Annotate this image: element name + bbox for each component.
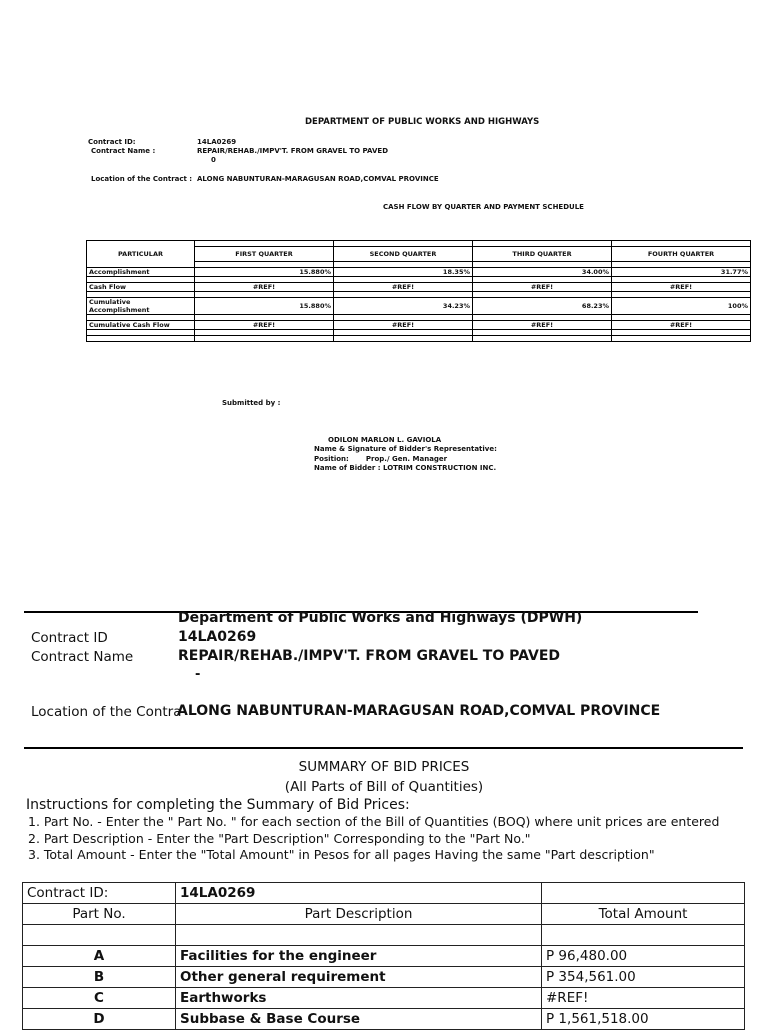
- dept-title: DEPARTMENT OF PUBLIC WORKS AND HIGHWAYS: [305, 117, 540, 127]
- summary-location-label: Location of the Contra: [31, 704, 182, 720]
- table-row: [87, 268, 751, 277]
- total-amount: P 1,561,518.00: [542, 1009, 745, 1030]
- cell-value: 68.23%: [473, 298, 612, 315]
- table-row: [23, 904, 745, 925]
- cell-value: 15.880%: [195, 298, 334, 315]
- location-value: ALONG NABUNTURAN-MARAGUSAN ROAD,COMVAL PROVINCE: [197, 175, 439, 183]
- cell-value: #REF!: [473, 321, 612, 330]
- quarter-header: SECOND QUARTER: [334, 247, 473, 262]
- part-description: Facilities for the engineer: [176, 946, 542, 967]
- table-row: [23, 988, 745, 1009]
- part-no: D: [23, 1009, 176, 1030]
- bid-summary-table: [22, 882, 745, 1030]
- cell-value: #REF!: [334, 321, 473, 330]
- cell-value: #REF!: [612, 283, 751, 292]
- table-row: [87, 298, 751, 315]
- part-description: Earthworks: [176, 988, 542, 1009]
- instruction-line: 3. Total Amount - Enter the "Total Amount" in Pesos for all pages Having the same "Part description": [28, 847, 655, 862]
- table-row: [23, 967, 745, 988]
- summary-contract-name-label: Contract Name: [31, 649, 134, 665]
- cell-value: #REF!: [195, 283, 334, 292]
- cell-value: #REF!: [612, 321, 751, 330]
- summary-contract-id-label: Contract ID: [31, 630, 108, 646]
- summary-contract-id: 14LA0269: [178, 629, 257, 645]
- contract-id-label: Contract ID:: [88, 138, 136, 146]
- quarter-header: FIRST QUARTER: [195, 247, 334, 262]
- cell-value: #REF!: [195, 321, 334, 330]
- contract-id-value: 14LA0269: [197, 138, 237, 146]
- quarter-header: THIRD QUARTER: [473, 247, 612, 262]
- cell-value: #REF!: [334, 283, 473, 292]
- part-no: B: [23, 967, 176, 988]
- location-label: Location of the Contract :: [91, 175, 193, 183]
- total-amount: #REF!: [542, 988, 745, 1009]
- contract-name-value: REPAIR/REHAB./IMPV'T. FROM GRAVEL TO PAVED: [197, 147, 388, 155]
- part-no: A: [23, 946, 176, 967]
- table-contract-id-label: Contract ID:: [23, 883, 176, 904]
- table-row: [23, 1009, 745, 1030]
- cell-value: 31.77%: [612, 268, 751, 277]
- row-label: Accomplishment: [87, 268, 195, 277]
- table-row: [23, 946, 745, 967]
- cell-value: #REF!: [473, 283, 612, 292]
- instructions-heading: Instructions for completing the Summary of Bid Prices:: [26, 797, 410, 813]
- cell-value: 100%: [612, 298, 751, 315]
- zero-value: 0: [211, 156, 216, 164]
- summary-subtitle: (All Parts of Bill of Quantities): [284, 779, 484, 795]
- part-description: Other general requirement: [176, 967, 542, 988]
- schedule-title: CASH FLOW BY QUARTER AND PAYMENT SCHEDULE: [383, 203, 584, 211]
- table-row: [87, 336, 751, 342]
- part-no: C: [23, 988, 176, 1009]
- submitted-by: Submitted by :: [222, 399, 281, 407]
- summary-location: ALONG NABUNTURAN-MARAGUSAN ROAD,COMVAL PROVINCE: [177, 703, 661, 719]
- signatory-caption: Name & Signature of Bidder's Representative:: [314, 445, 497, 453]
- quarter-header: FOURTH QUARTER: [612, 247, 751, 262]
- cell-value: 34.00%: [473, 268, 612, 277]
- summary-title: SUMMARY OF BID PRICES: [298, 759, 470, 775]
- summary-dash: -: [195, 667, 201, 682]
- cashflow-table: [86, 240, 751, 342]
- part-description: Subbase & Base Course: [176, 1009, 542, 1030]
- total-amount: P 354,561.00: [542, 967, 745, 988]
- row-label: Cash Flow: [87, 283, 195, 292]
- table-contract-id: 14LA0269: [176, 883, 542, 904]
- table-row: [23, 883, 745, 904]
- cell-value: 15.880%: [195, 268, 334, 277]
- table-row: [87, 321, 751, 330]
- row-label: Cumulative Cash Flow: [87, 321, 195, 330]
- position-line: Position: Prop./ Gen. Manager: [314, 455, 448, 463]
- table-row: [87, 283, 751, 292]
- total-amount: P 96,480.00: [542, 946, 745, 967]
- cell-value: 18.35%: [334, 268, 473, 277]
- row-label: Cumulative Accomplishment: [87, 298, 195, 315]
- particular-header: PARTICULAR: [87, 241, 195, 268]
- column-header: Total Amount: [542, 904, 745, 925]
- summary-dept-title: Department of Public Works and Highways (DPWH): [178, 610, 583, 626]
- column-header: Part Description: [176, 904, 542, 925]
- instruction-line: 1. Part No. - Enter the " Part No. " for each section of the Bill of Quantities (BOQ) where unit prices are entered: [28, 814, 720, 829]
- divider: [24, 747, 743, 749]
- summary-contract-name: REPAIR/REHAB./IMPV'T. FROM GRAVEL TO PAVED: [178, 648, 560, 664]
- instruction-line: 2. Part Description - Enter the "Part Description" Corresponding to the "Part No.": [28, 831, 531, 846]
- bidder-line: Name of Bidder : LOTRIM CONSTRUCTION INC.: [314, 464, 497, 472]
- contract-name-label: Contract Name :: [91, 147, 156, 155]
- cell-value: 34.23%: [334, 298, 473, 315]
- signatory-name: ODILON MARLON L. GAVIOLA: [328, 436, 442, 444]
- column-header: Part No.: [23, 904, 176, 925]
- table-row: [23, 925, 745, 946]
